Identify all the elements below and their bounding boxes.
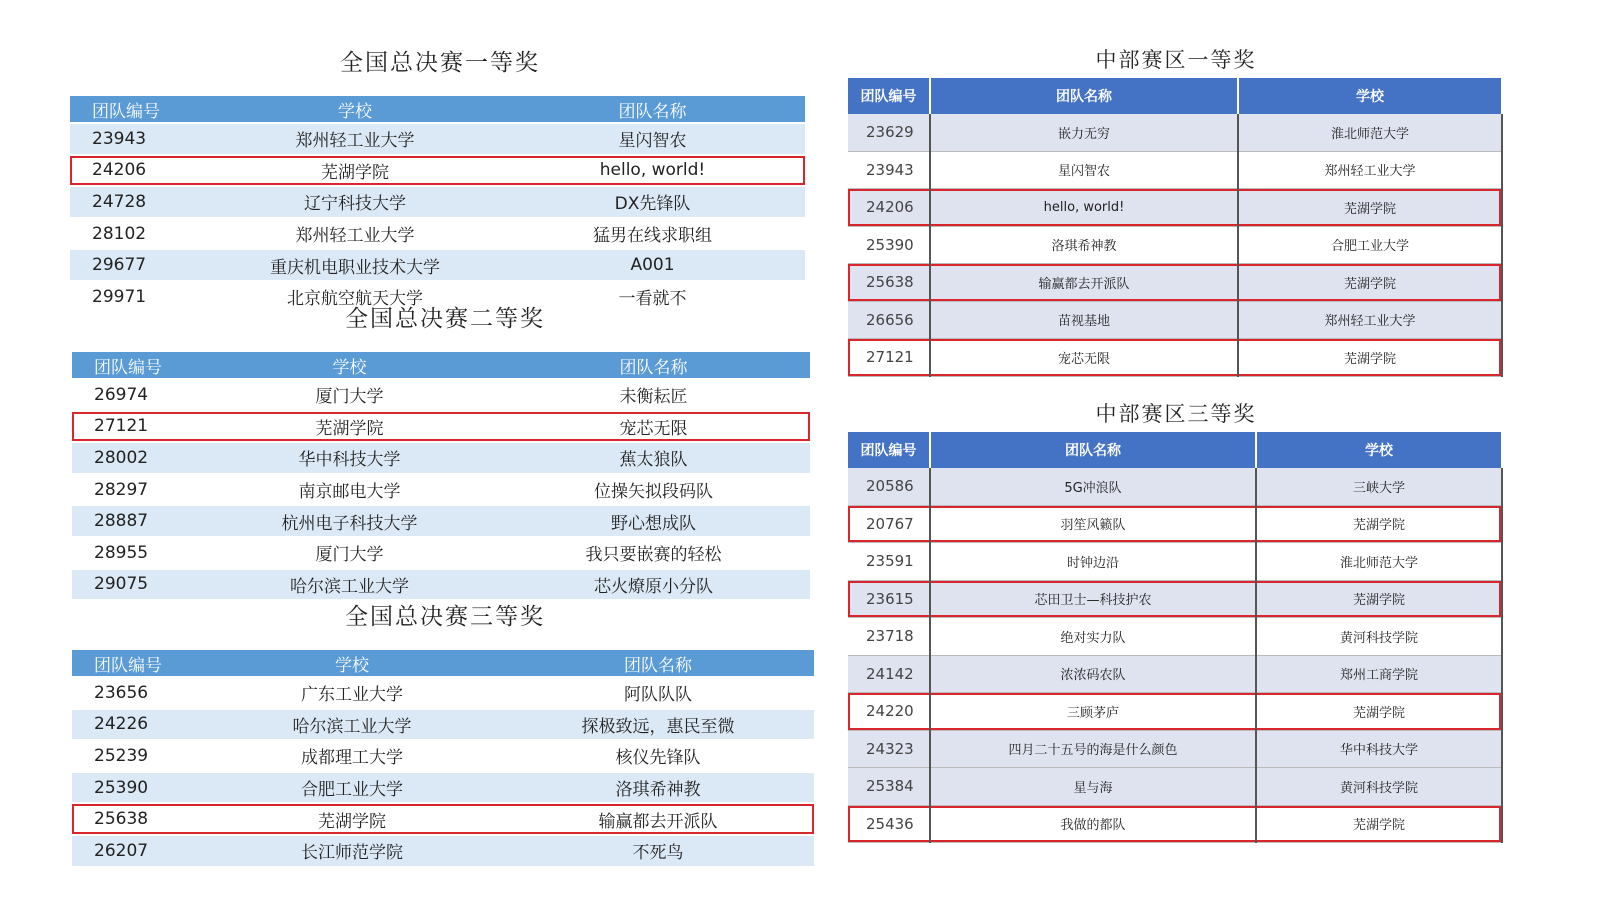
table-cell: 哈尔滨工业大学 [202,709,502,741]
table-cell: 芯田卫士—科技护农 [930,580,1256,618]
team-id-cell: 25384 [848,768,930,806]
table-row-highlighted [70,155,805,187]
table-row [72,677,814,709]
table-row [70,123,805,155]
table-row-highlighted [848,580,1502,618]
table-cell: 洛琪希神教 [502,772,814,804]
column-header: 团队编号 [848,432,930,468]
table-cell: 厦门大学 [202,379,497,411]
column-header: 团队名称 [930,78,1238,114]
table-cell: 芜湖学院 [1256,580,1502,618]
team-id-cell: 27121 [72,411,202,443]
team-id-cell: 28887 [72,505,202,537]
table-row [72,709,814,741]
table-cell: 羽笙风籁队 [930,505,1256,543]
table-cell: 输赢都去开派队 [930,264,1238,302]
table-cell: 淮北师范大学 [1256,543,1502,581]
table-cell: 郑州轻工业大学 [210,218,500,250]
table-cell: 郑州轻工业大学 [1238,301,1502,339]
table-row-highlighted [72,411,810,443]
column-header: 团队名称 [930,432,1256,468]
table-row [72,569,810,601]
table-cell: 北京航空航天大学 [210,281,500,313]
table-row [848,226,1502,264]
table-row-highlighted [848,189,1502,227]
table-row [848,151,1502,189]
table-row [72,474,810,506]
table-cell: 芜湖学院 [210,155,500,187]
table-row-highlighted [848,339,1502,377]
table-row [70,249,805,281]
team-id-cell: 20586 [848,468,930,505]
table-row [848,543,1502,581]
team-id-cell: 23943 [70,123,210,155]
team-id-cell: 25390 [72,772,202,804]
column-header: 学校 [202,650,502,677]
table-cell: 星闪智农 [500,123,805,155]
team-id-cell: 28955 [72,537,202,569]
table-cell: 时钟边沿 [930,543,1256,581]
table-row [72,835,814,867]
table-row [72,740,814,772]
team-id-cell: 26974 [72,379,202,411]
table-cell: 探极致远，惠民至微 [502,709,814,741]
table-cell: hello, world! [930,189,1238,227]
table-cell: 淮北师范大学 [1238,114,1502,151]
table-row [72,537,810,569]
table-cell: 一看就不 [500,281,805,313]
table-cell: 绝对实力队 [930,618,1256,656]
table-header-row [848,432,1502,468]
column-header: 学校 [1256,432,1502,468]
table-cell: 华中科技大学 [202,442,497,474]
column-header: 团队编号 [72,650,202,677]
table-cell: 苗视基地 [930,301,1238,339]
table-row [72,379,810,411]
team-id-cell: 23615 [848,580,930,618]
table-national-third [72,650,814,868]
table-cell: 野心想成队 [497,505,810,537]
table-cell: 输赢都去开派队 [502,803,814,835]
team-id-cell: 25239 [72,740,202,772]
table-cell: 合肥工业大学 [202,772,502,804]
table-cell: DX先锋队 [500,186,805,218]
table-cell: 黄河科技学院 [1256,768,1502,806]
table-cell: 芜湖学院 [1238,264,1502,302]
column-header: 团队编号 [70,96,210,123]
table-header-row [72,352,810,379]
table-central-first [848,78,1503,377]
table-row [848,768,1502,806]
table-row-highlighted [848,264,1502,302]
column-header: 团队名称 [500,96,805,123]
column-header: 学校 [202,352,497,379]
team-id-cell: 23591 [848,543,930,581]
table-cell: 我做的都队 [930,805,1256,843]
table-central-third [848,432,1503,843]
table-cell: 郑州轻工业大学 [210,123,500,155]
team-id-cell: 29075 [72,569,202,601]
team-id-cell: 25638 [848,264,930,302]
table-cell: 芯火燎原小分队 [497,569,810,601]
column-header: 团队名称 [497,352,810,379]
table-cell: 不死鸟 [502,835,814,867]
table-cell: 哈尔滨工业大学 [202,569,497,601]
team-id-cell: 23718 [848,618,930,656]
table-cell: 芜湖学院 [202,411,497,443]
team-id-cell: 26207 [72,835,202,867]
table-cell: 广东工业大学 [202,677,502,709]
title-central-third: 中部赛区三等奖 [1095,402,1257,426]
table-cell: 黄河科技学院 [1256,618,1502,656]
table-cell: 芜湖学院 [202,803,502,835]
table-cell: 嵌力无穷 [930,114,1238,151]
table-cell: 郑州轻工业大学 [1238,151,1502,189]
table-cell: 重庆机电职业技术大学 [210,249,500,281]
table-cell: 芜湖学院 [1238,189,1502,227]
table-cell: 星与海 [930,768,1256,806]
team-id-cell: 20767 [848,505,930,543]
table-cell: 厦门大学 [202,537,497,569]
table-cell: 洛琪希神教 [930,226,1238,264]
table-cell: 四月二十五号的海是什么颜色 [930,730,1256,768]
table-row-highlighted [848,505,1502,543]
table-cell: 郑州工商学院 [1256,655,1502,693]
column-header: 学校 [210,96,500,123]
table-cell: 长江师范学院 [202,835,502,867]
table-cell: 我只要嵌赛的轻松 [497,537,810,569]
column-header: 团队名称 [502,650,814,677]
table-cell: 三峡大学 [1256,468,1502,505]
table-cell: 核仪先锋队 [502,740,814,772]
column-header: 学校 [1238,78,1502,114]
team-id-cell: 25390 [848,226,930,264]
team-id-cell: 28102 [70,218,210,250]
table-row [848,301,1502,339]
team-id-cell: 24206 [70,155,210,187]
table-cell: 三顾茅庐 [930,693,1256,731]
column-header: 团队编号 [72,352,202,379]
table-header-row [72,650,814,677]
table-row [848,655,1502,693]
team-id-cell: 23943 [848,151,930,189]
table-row [70,186,805,218]
team-id-cell: 29677 [70,249,210,281]
team-id-cell: 25436 [848,805,930,843]
table-cell: 宠芯无限 [930,339,1238,377]
table-row-highlighted [72,803,814,835]
table-cell: A001 [500,249,805,281]
table-row [848,730,1502,768]
table-national-second [72,352,810,601]
table-row-highlighted [848,693,1502,731]
table-row [848,618,1502,656]
table-cell: 位操矢拟段码队 [497,474,810,506]
team-id-cell: 23629 [848,114,930,151]
table-cell: 芜湖学院 [1256,693,1502,731]
table-cell: 芜湖学院 [1256,505,1502,543]
team-id-cell: 27121 [848,339,930,377]
table-row [848,114,1502,151]
title-national-first: 全国总决赛一等奖 [340,50,540,76]
team-id-cell: 24323 [848,730,930,768]
team-id-cell: 29971 [70,281,210,313]
team-id-cell: 24226 [72,709,202,741]
team-id-cell: 26656 [848,301,930,339]
table-cell: 未衡耘匠 [497,379,810,411]
table-cell: 杭州电子科技大学 [202,505,497,537]
team-id-cell: 24220 [848,693,930,731]
table-cell: 阿队队队 [502,677,814,709]
table-row-highlighted [848,805,1502,843]
team-id-cell: 28297 [72,474,202,506]
table-cell: 辽宁科技大学 [210,186,500,218]
table-cell: 南京邮电大学 [202,474,497,506]
table-cell: hello, world! [500,155,805,187]
table-cell: 5G冲浪队 [930,468,1256,505]
table-cell: 星闪智农 [930,151,1238,189]
table-cell: 宠芯无限 [497,411,810,443]
table-cell: 华中科技大学 [1256,730,1502,768]
title-national-second: 全国总决赛二等奖 [345,306,545,332]
team-id-cell: 28002 [72,442,202,474]
table-row [72,772,814,804]
table-national-first [70,96,805,314]
column-header: 团队编号 [848,78,930,114]
table-row [72,442,810,474]
table-cell: 浓浓码农队 [930,655,1256,693]
team-id-cell: 25638 [72,803,202,835]
team-id-cell: 24142 [848,655,930,693]
table-header-row [70,96,805,123]
title-national-third: 全国总决赛三等奖 [345,604,545,630]
table-cell: 芜湖学院 [1256,805,1502,843]
table-cell: 蕉太狼队 [497,442,810,474]
table-row [72,505,810,537]
title-central-first: 中部赛区一等奖 [1095,48,1257,72]
table-row [848,468,1502,505]
team-id-cell: 23656 [72,677,202,709]
team-id-cell: 24728 [70,186,210,218]
table-cell: 成都理工大学 [202,740,502,772]
table-cell: 猛男在线求职组 [500,218,805,250]
team-id-cell: 24206 [848,189,930,227]
table-cell: 合肥工业大学 [1238,226,1502,264]
table-header-row [848,78,1502,114]
table-cell: 芜湖学院 [1238,339,1502,377]
table-row [70,218,805,250]
